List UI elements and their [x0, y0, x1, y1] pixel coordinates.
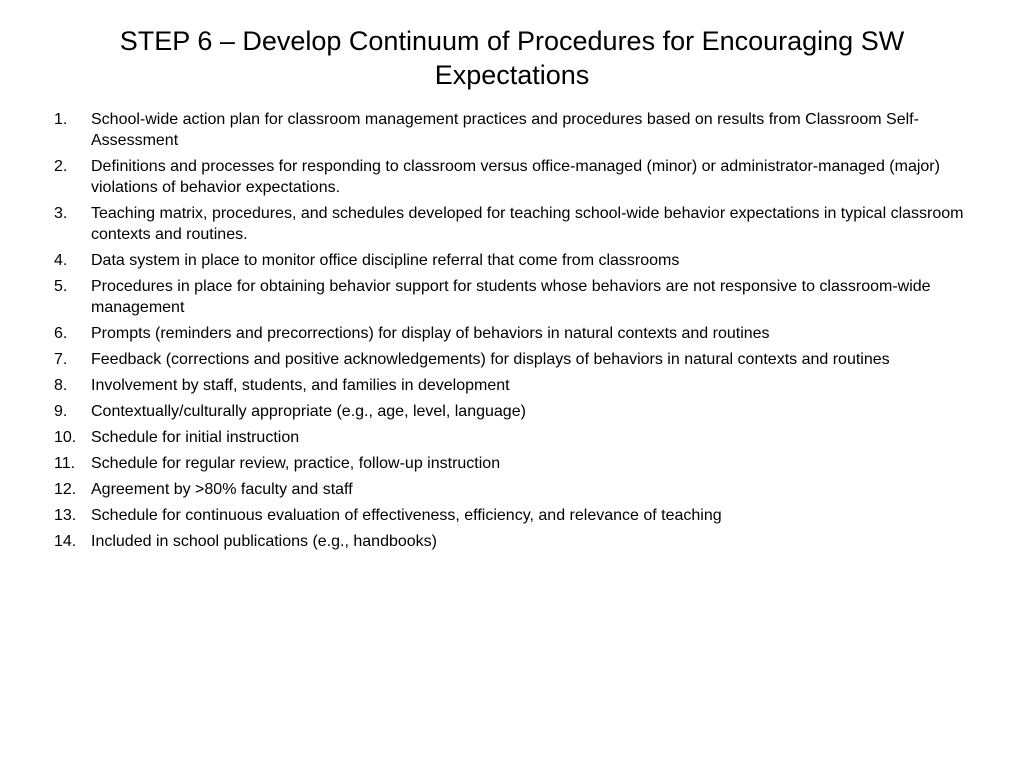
item-text: Contextually/culturally appropriate (e.g., age, level, language) [91, 403, 526, 420]
item-text: Involvement by staff, students, and families in development [91, 377, 510, 394]
item-text: Teaching matrix, procedures, and schedules developed for teaching school-wide behavior expectations in typical classroom contexts and routines. [91, 205, 964, 243]
item-text: Schedule for initial instruction [91, 429, 300, 446]
item-text: Feedback (corrections and positive acknowledgements) for displays of behaviors in natural contexts and routines [91, 351, 890, 368]
list-item [54, 203, 974, 245]
list-item [54, 427, 974, 448]
item-number: 4. [54, 252, 68, 269]
item-text: Prompts (reminders and precorrections) for display of behaviors in natural contexts and routines [91, 325, 770, 342]
item-number: 7. [54, 351, 68, 368]
list-item [54, 375, 974, 396]
item-number: 1. [54, 111, 68, 128]
item-number: 6. [54, 325, 68, 342]
item-number: 9. [54, 403, 68, 420]
item-text: Procedures in place for obtaining behavior support for students whose behaviors are not responsive to classroom-wide management [91, 278, 931, 316]
item-text: Agreement by >80% faculty and staff [91, 481, 353, 498]
item-number: 8. [54, 377, 68, 394]
list-item [54, 250, 974, 271]
list-item [54, 323, 974, 344]
list-item [54, 479, 974, 500]
item-number: 5. [54, 278, 68, 295]
list-item [54, 276, 974, 318]
list-item [54, 156, 974, 198]
item-number: 12. [54, 481, 77, 498]
item-text: School-wide action plan for classroom management practices and procedures based on results from Classroom Self-Assessment [91, 111, 919, 149]
item-number: 13. [54, 507, 77, 524]
item-text: Schedule for regular review, practice, follow-up instruction [91, 455, 501, 472]
list-item [54, 531, 974, 552]
list-item [54, 453, 974, 474]
slide-title: STEP 6 – Develop Continuum of Procedures for Encouraging SW Expectations [119, 26, 905, 90]
item-text: Schedule for continuous evaluation of effectiveness, efficiency, and relevance of teaching [91, 507, 722, 524]
list-item [54, 505, 974, 526]
item-number: 11. [54, 455, 76, 472]
procedure-list [54, 109, 974, 557]
list-item [54, 109, 974, 151]
item-number: 2. [54, 158, 68, 175]
item-number: 14. [54, 533, 77, 550]
item-text: Included in school publications (e.g., handbooks) [91, 533, 437, 550]
item-number: 10. [54, 429, 77, 446]
item-text: Definitions and processes for responding to classroom versus office-managed (minor) or administrator-managed (major) violations of behavior expectations. [91, 158, 940, 196]
list-item [54, 401, 974, 422]
item-number: 3. [54, 205, 68, 222]
item-text: Data system in place to monitor office discipline referral that come from classrooms [91, 252, 680, 269]
list-item [54, 349, 974, 370]
